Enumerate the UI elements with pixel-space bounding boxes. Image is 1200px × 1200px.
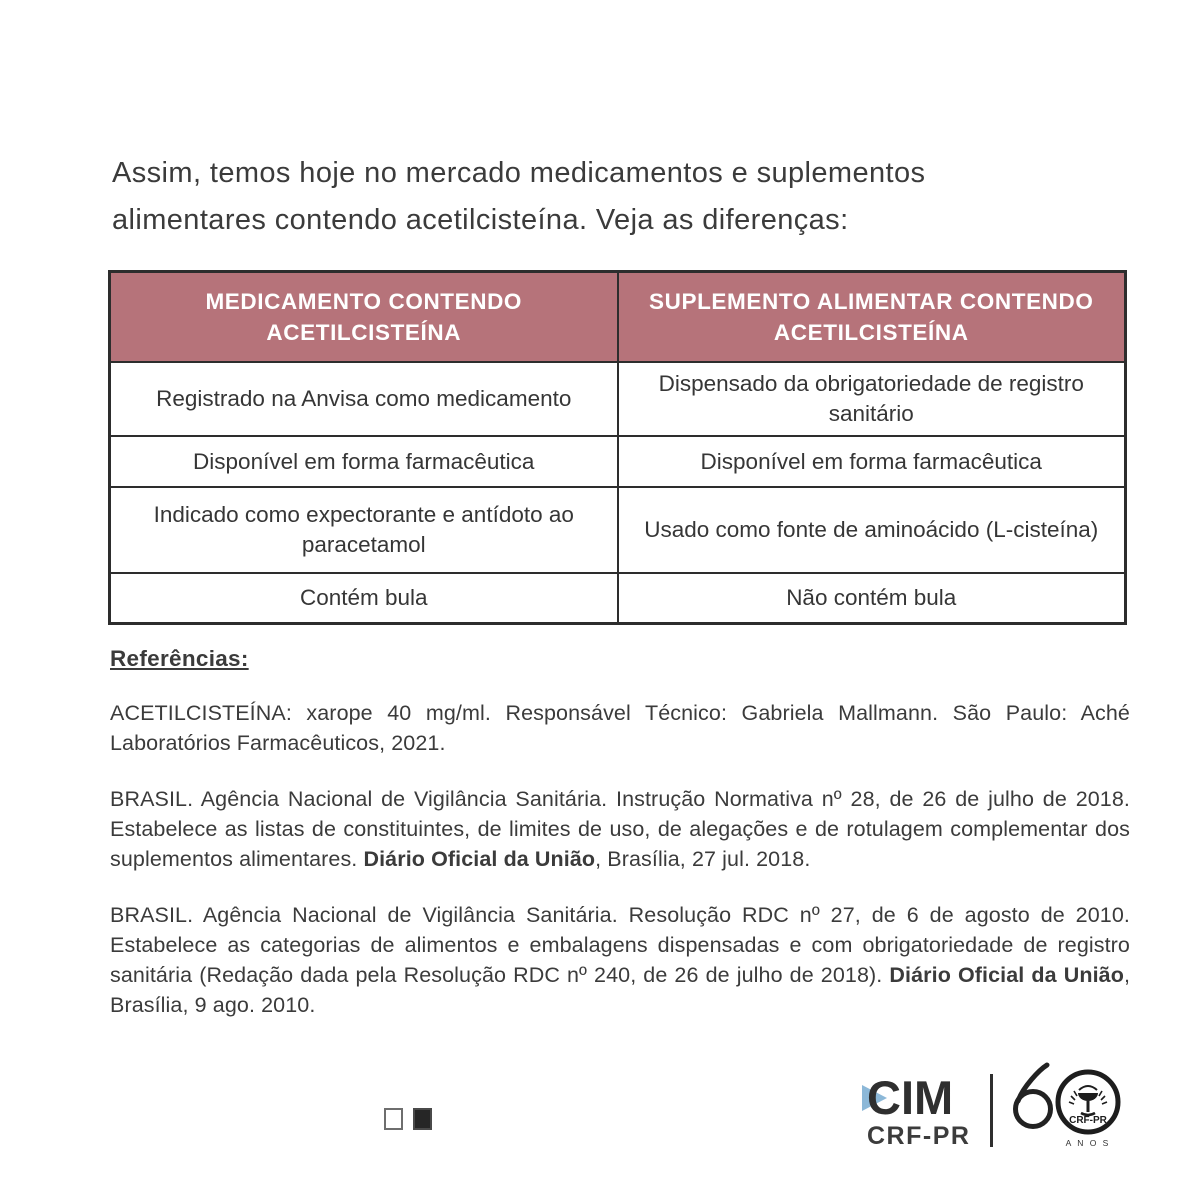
crfpr-logo-text: CRF-PR <box>867 1122 971 1150</box>
reference-bold-text: Diário Oficial da União <box>889 963 1124 987</box>
intro-line-2: alimentares contendo acetilcisteína. Veja as diferenças: <box>112 204 849 236</box>
table-row <box>110 362 1126 436</box>
table-cell: Disponível em forma farmacêutica <box>110 436 618 487</box>
reference-text: ACETILCISTEÍNA: xarope 40 mg/ml. Responsável Técnico: Gabriela Mallmann. São Paulo: Aché Laboratórios Farmacêuticos, 2021. <box>110 701 1130 755</box>
table-cell: Disponível em forma farmacêutica <box>618 436 1126 487</box>
table-cell: Usado como fonte de aminoácido (L-cisteína) <box>618 487 1126 573</box>
table-cell: Não contém bula <box>618 573 1126 624</box>
references-section <box>110 646 1130 1046</box>
intro-line-1: Assim, temos hoje no mercado medicamentos e suplementos <box>112 157 926 189</box>
cim-crfpr-logo <box>862 1071 972 1151</box>
logo-divider <box>990 1074 993 1147</box>
reference-item <box>110 784 1130 874</box>
reference-text: BRASIL. Agência Nacional de Vigilância Sanitária. Instrução Normativa nº 28, de 26 de julho de 2018. Estabelece as listas de constituintes, de limites de uso, de alegações e de rotulagem complementar dos suplementos alimentares. <box>110 787 1130 871</box>
digit-six-icon <box>1016 1065 1051 1127</box>
reference-bold-text: Diário Oficial da União <box>363 847 596 871</box>
sixty-years-emblem <box>1010 1062 1140 1150</box>
page-indicator <box>384 1108 432 1130</box>
references-title: Referências: <box>110 646 249 671</box>
reference-tail-text: , Brasília, 27 jul. 2018. <box>595 847 811 871</box>
page-dot-filled[interactable] <box>413 1108 432 1130</box>
table-row <box>110 436 1126 487</box>
table-cell: Contém bula <box>110 573 618 624</box>
reference-tail-text: , Brasília, 9 ago. 2010. <box>110 963 1131 1017</box>
anos-text: A N O S <box>1065 1138 1111 1148</box>
header-cell-medicamento: MEDICAMENTO CONTENDO ACETILCISTEÍNA <box>110 272 618 363</box>
table-cell: Dispensado da obrigatoriedade de registro sanitário <box>618 362 1126 436</box>
reference-item <box>110 900 1130 1020</box>
badge-crfpr-text: CRF-PR <box>1069 1115 1107 1126</box>
digit-zero-badge-icon <box>1058 1072 1118 1132</box>
header-cell-suplemento: SUPLEMENTO ALIMENTAR CONTENDO ACETILCISTEÍNA <box>618 272 1126 363</box>
comparison-table <box>108 270 1127 625</box>
table-cell: Registrado na Anvisa como medicamento <box>110 362 618 436</box>
page-dot-outline[interactable] <box>384 1108 403 1130</box>
table-row <box>110 573 1126 624</box>
table-row <box>110 487 1126 573</box>
cim-logo-text: CIM <box>867 1071 954 1124</box>
table-cell: Indicado como expectorante e antídoto ao paracetamol <box>110 487 618 573</box>
reference-text: BRASIL. Agência Nacional de Vigilância Sanitária. Resolução RDC nº 27, de 6 de agosto de 2010. Estabelece as categorias de alimentos e embalagens dispensadas e com obrigatoriedade de registro sanitária (Redação dada pela Resolução RDC nº 240, de 26 de julho de 2018). <box>110 903 1130 987</box>
intro-paragraph <box>112 150 1072 244</box>
table-header-row <box>110 272 1126 363</box>
reference-item <box>110 698 1130 758</box>
